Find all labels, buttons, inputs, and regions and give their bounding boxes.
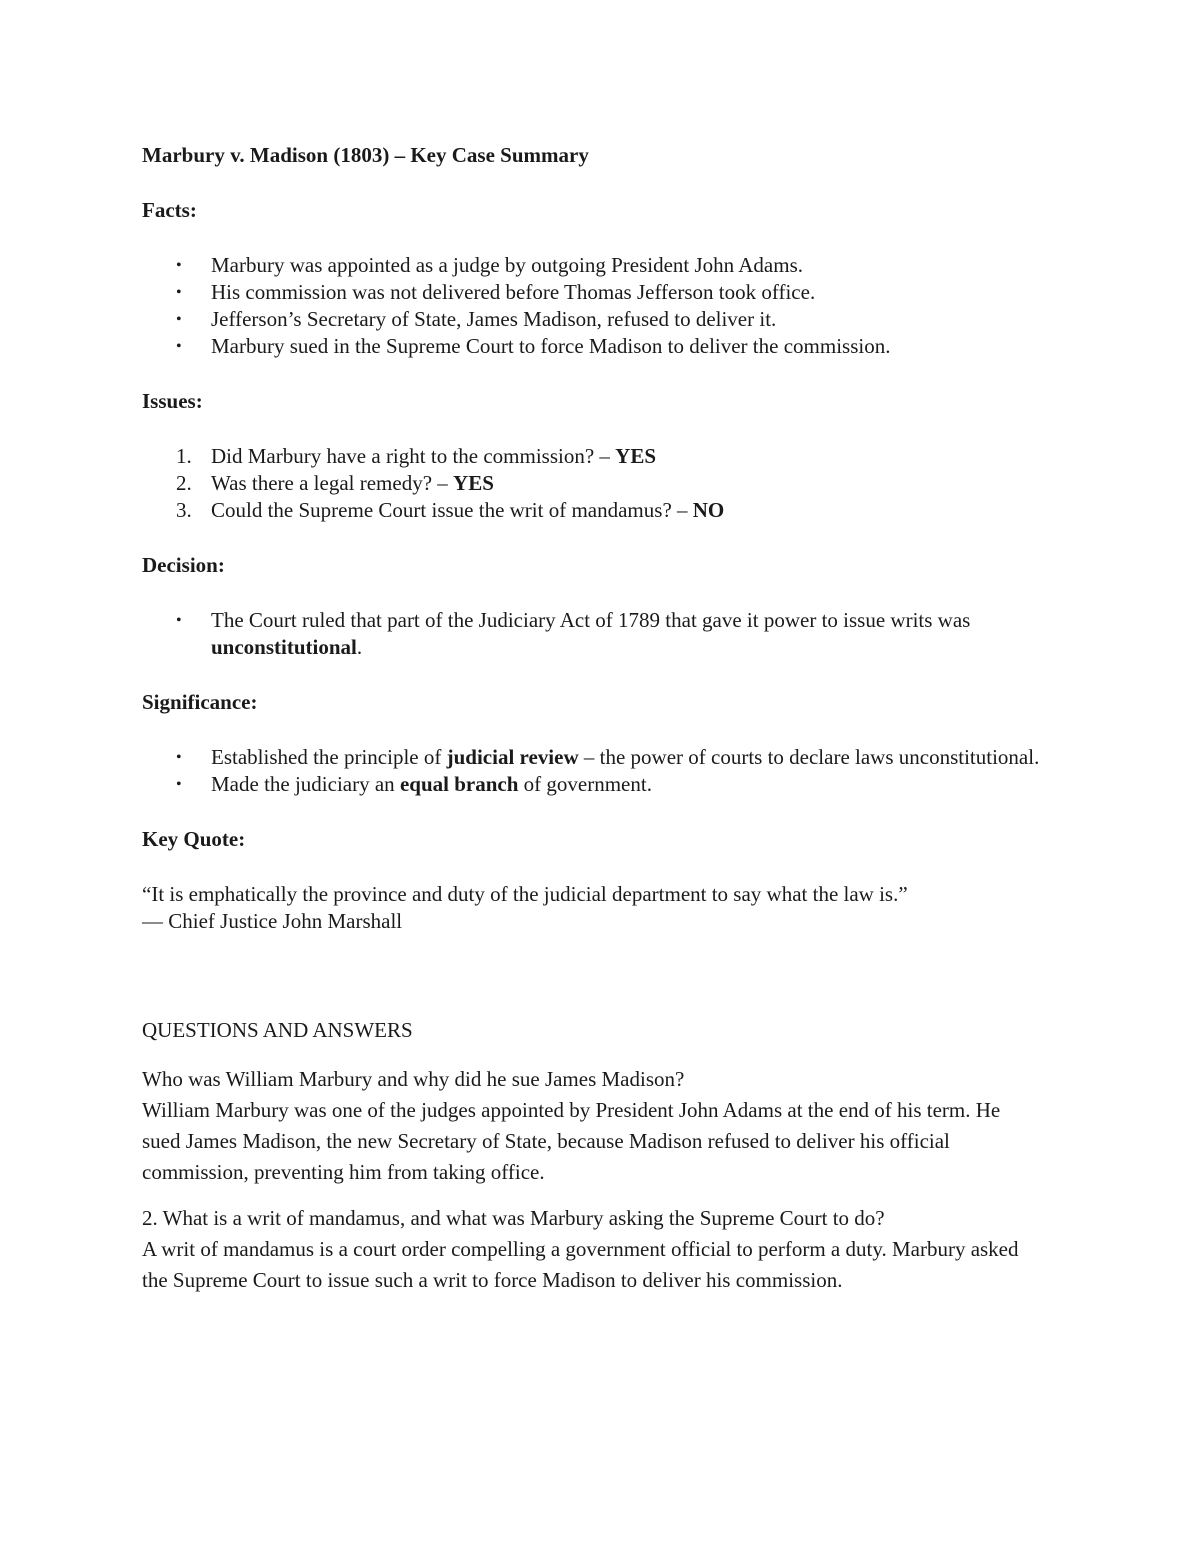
list-item: • Established the principle of judicial review – the power of courts to declare laws unconstitutional. [176, 745, 1040, 769]
question: Who was William Marbury and why did he sue James Madison? [142, 1067, 685, 1091]
list-item: • His commission was not delivered before Thomas Jefferson took office. [176, 280, 816, 304]
decision-heading: Decision: [142, 553, 225, 577]
list-item: 2. Was there a legal remedy? – YES [176, 471, 494, 495]
decision-list [142, 607, 1042, 661]
bullet-icon: • [176, 311, 182, 328]
document-title: Marbury v. Madison (1803) – Key Case Summary [142, 143, 589, 167]
bullet-icon: • [176, 257, 182, 274]
qa-heading: QUESTIONS AND ANSWERS [142, 1018, 413, 1042]
answer: William Marbury was one of the judges appointed by President John Adams at the end of his term. He sued James Madison, the new Secretary of State, because Madison refused to deliver his official commission, preventing him from taking office. [142, 1098, 1001, 1184]
key-quote [142, 881, 1042, 935]
key-quote-heading: Key Quote: [142, 827, 246, 851]
bullet-icon: • [176, 612, 182, 629]
list-item: • Marbury sued in the Supreme Court to force Madison to deliver the commission. [176, 334, 891, 358]
answer: A writ of mandamus is a court order compelling a government official to perform a duty. Marbury asked the Supreme Court to issue such a writ to force Madison to deliver his commission. [142, 1237, 1019, 1292]
significance-heading: Significance: [142, 690, 258, 714]
quote-attribution: — Chief Justice John Marshall [142, 909, 403, 933]
bullet-icon: • [176, 284, 182, 301]
qa-item [142, 1203, 1042, 1296]
issues-heading: Issues: [142, 389, 203, 413]
question: 2. What is a writ of mandamus, and what was Marbury asking the Supreme Court to do? [142, 1206, 885, 1230]
list-item: • Marbury was appointed as a judge by outgoing President John Adams. [176, 253, 803, 277]
list-item: • Made the judiciary an equal branch of government. [176, 772, 652, 796]
list-item: • Jefferson’s Secretary of State, James Madison, refused to deliver it. [176, 307, 777, 331]
list-item: 1. Did Marbury have a right to the commission? – YES [176, 444, 657, 468]
list-item: 3. Could the Supreme Court issue the writ of mandamus? – NO [176, 498, 725, 522]
list-item: • The Court ruled that part of the Judiciary Act of 1789 that gave it power to issue writs was unconstitutional. [176, 608, 971, 659]
bullet-icon: • [176, 338, 182, 355]
facts-heading: Facts: [142, 198, 197, 222]
qa-item [142, 1064, 1042, 1188]
facts-list [142, 252, 1042, 360]
quote-text: “It is emphatically the province and duty of the judicial department to say what the law is.” [142, 882, 908, 906]
significance-list [142, 744, 1042, 798]
bullet-icon: • [176, 749, 182, 766]
document-page [142, 142, 1042, 1311]
questions-and-answers [142, 1017, 1042, 1296]
issues-list [142, 443, 1042, 524]
bullet-icon: • [176, 776, 182, 793]
